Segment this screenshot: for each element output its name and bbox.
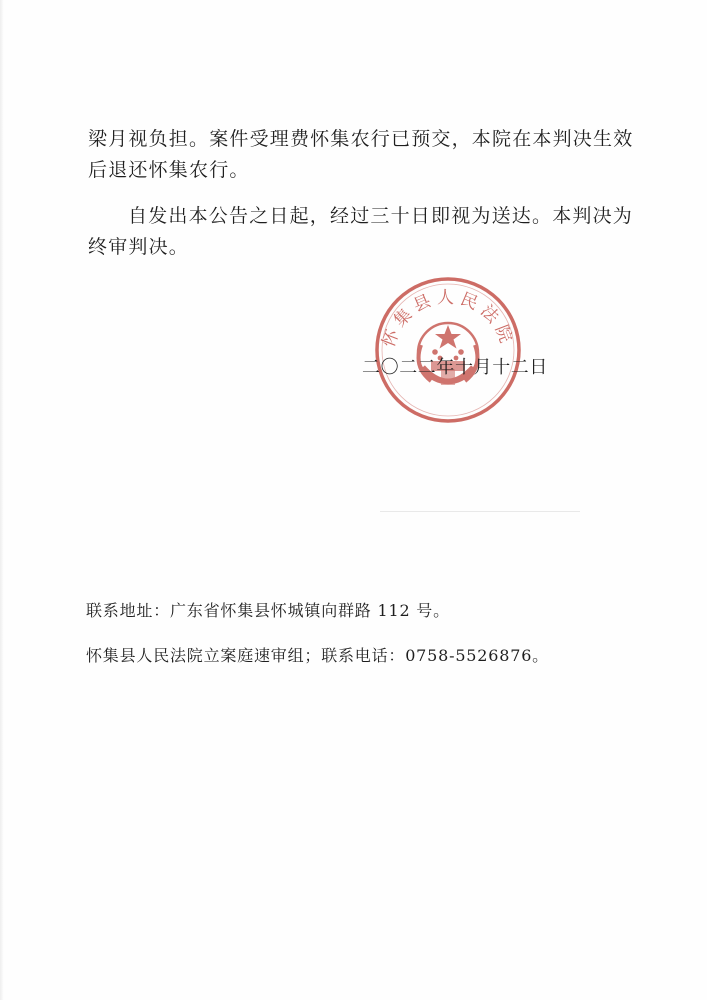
contact-address: 联系地址：广东省怀集县怀城镇向群路 112 号。: [86, 601, 450, 620]
judgment-date: 二〇二二年十月十二日: [362, 357, 548, 378]
judgment-paragraph-fees: [88, 124, 648, 186]
scan-edge-shadow: [0, 0, 4, 1000]
scan-artifact-line: [380, 511, 580, 512]
paragraph-fees-text: 梁月视负担。案件受理费怀集农行已预交，本院在本判决生效后退还怀集农行。: [88, 128, 634, 181]
court-seal: [373, 275, 523, 425]
paragraph-service-text: 自发出本公告之日起，经过三十日即视为送达。本判决为终审判决。: [88, 205, 634, 258]
contact-phone: 怀集县人民法院立案庭速审组；联系电话：0758-5526876。: [86, 646, 549, 665]
seal-arc-path: 怀集县人民法院: [378, 287, 518, 351]
judgment-paragraph-service: [88, 201, 648, 263]
